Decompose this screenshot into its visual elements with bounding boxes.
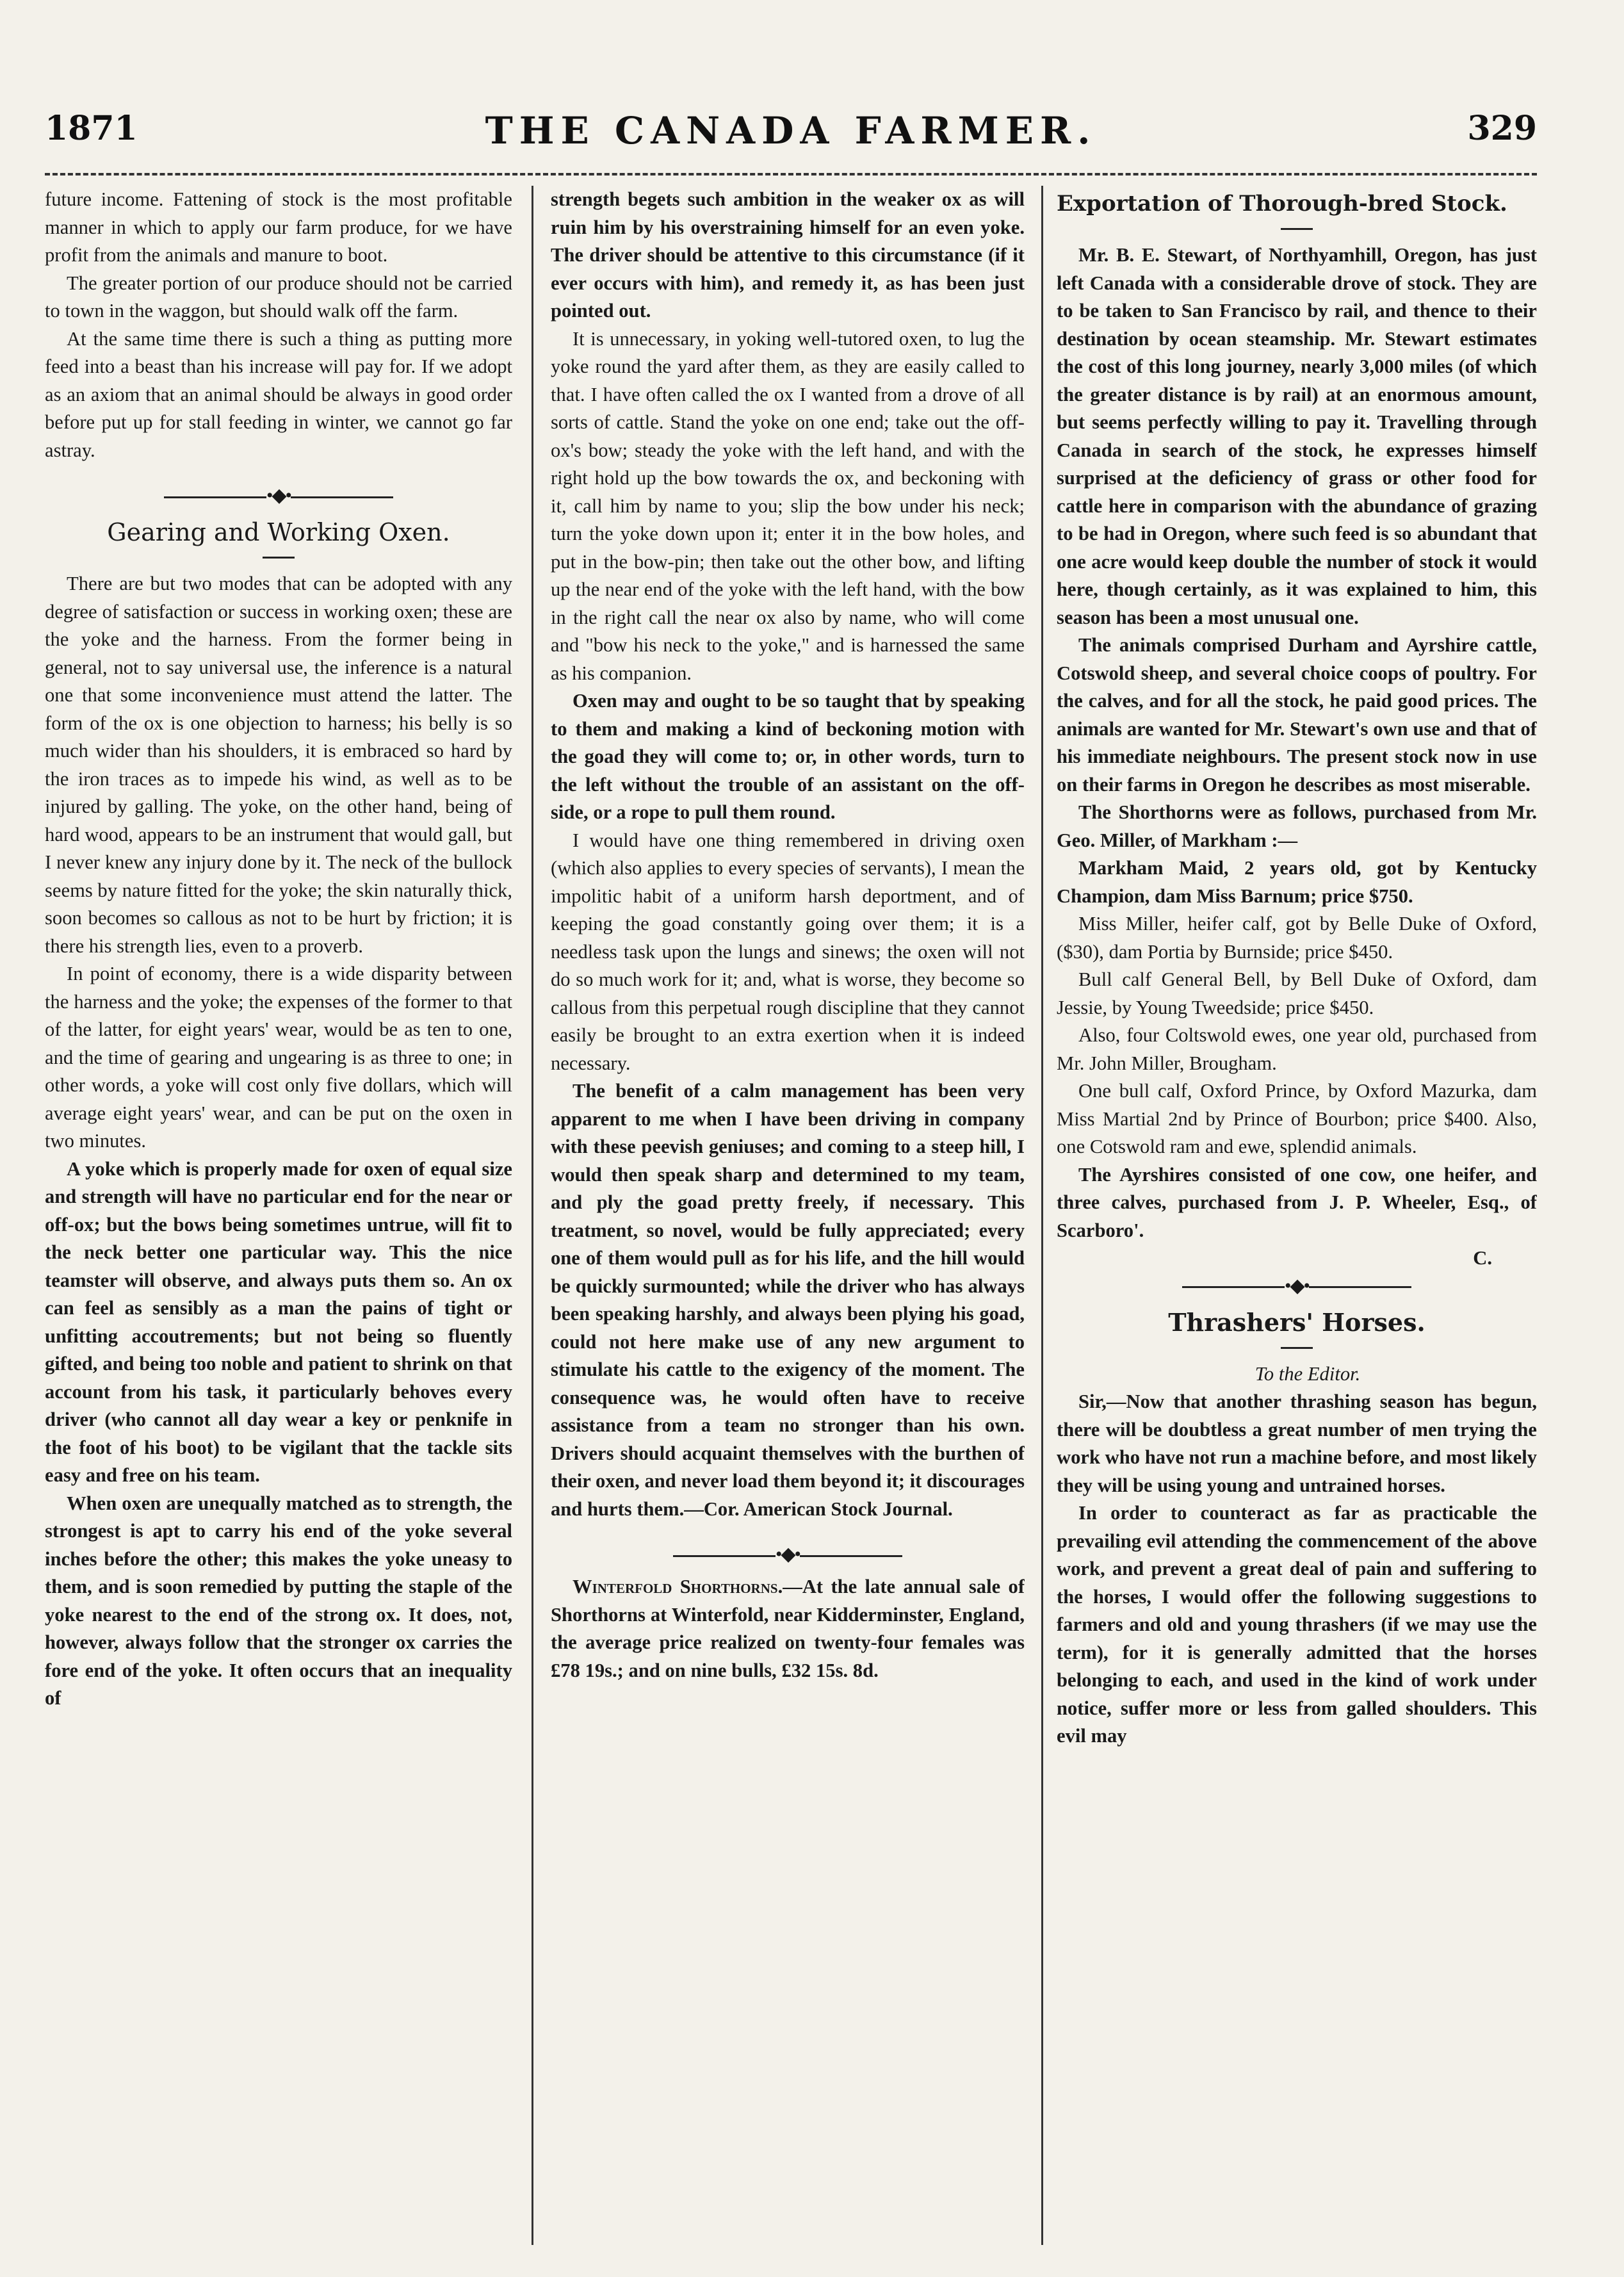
paragraph: In point of economy, there is a wide disparity between the harness and the yoke; the expenses of the former to that of the latter, for eight years' wear, would be as ten to one, and the time of gearing and ungearing is as three to one; in other words, a yoke will cost only five dollars, which will average eight years' wear, and can be put on the oxen in two minutes. <box>45 963 512 1152</box>
column-1 <box>45 186 512 2248</box>
paragraph: future income. Fattening of stock is the most profitable manner in which to apply our farm produce, for we have profit from the animals and manure to boot. <box>45 188 512 266</box>
header-year: 1871 <box>45 109 138 148</box>
article-heading: Gearing and Working Oxen. <box>107 518 450 546</box>
article-heading: Thrashers' Horses. <box>1168 1307 1425 1337</box>
heading-rule <box>1281 228 1313 230</box>
heading-rule <box>263 557 295 559</box>
paragraph: There are but two modes that can be adopted with any degree of satisfaction or success in working oxen; these are the yoke and the harness. From the former being in general, not to say universal use, the inference is a natural one that some inconvenience must attend the latter. The form of the ox is one objection to harness; his belly is so much wider than his shoulders, it is embraced so hard by the iron traces as to impede his wind, as well as to be injured by galling. The yoke, on the other hand, being of hard wood, appears to be an instrument that would gall, but I never knew any injury done by it. The neck of the bullock seems by nature fitted for the yoke; the skin naturally thick, soon becomes so callous as not to be hurt by friction; it is there his strength lies, even to a proverb. <box>45 573 512 957</box>
paragraph: Bull calf General Bell, by Bell Duke of Oxford, dam Jessie, by Young Tweedside; price $450. <box>1057 968 1537 1018</box>
paragraph: At the same time there is such a thing as putting more feed into a beast than his increase will pay for. If we adopt as an axiom that an animal should be always in good order before put up for stall feeding in winter, we cannot go far astray. <box>45 327 512 461</box>
salutation: To the Editor. <box>1255 1362 1361 1385</box>
paragraph: Oxen may and ought to be so taught that by speaking to them and making a kind of beckoning motion with the goad they will come to; or, in other words, turn to the left without the trouble of an assistant on the off-side, or a rope to pull them round. <box>551 690 1025 823</box>
paragraph: The Ayrshires consisted of one cow, one heifer, and three calves, purchased from J. P. Wheeler, Esq., of Scarboro'. <box>1057 1163 1537 1241</box>
lead-in: Winterfold Shorthorns. <box>572 1576 783 1597</box>
column-divider <box>1041 186 1043 2245</box>
paragraph: Also, four Coltswold ewes, one year old, purchased from Mr. John Miller, Brougham. <box>1057 1024 1537 1074</box>
paragraph: I would have one thing remembered in driving oxen (which also applies to every species of servants), I mean the impolitic habit of a uniform harsh deportment, and of keeping the goad constantly going over them; it is a needless task upon the lungs and sinews; the oxen will not do so much work for it; and, what is worse, they become so callous from this perpetual rough discipline that they cannot easily be brought to an extra exertion when it is indeed necessary. <box>551 829 1025 1074</box>
column-3 <box>1057 186 1537 2248</box>
paragraph: The greater portion of our produce should not be carried to town in the waggon, but should walk off the farm. <box>45 272 512 322</box>
paragraph: In order to counteract as far as practicable the prevailing evil attending the commencement of the above work, and prevent a great deal of pain and suffering to the horses, I would offer the following suggestions to farmers and old and young thrashers (if we may use the term), for it is generally admitted that the horses belonging to each, and used in the kind of work under notice, suffer more or less from galled shoulders. This evil may <box>1057 1502 1537 1747</box>
section-ornament: •◆• <box>1057 1277 1537 1296</box>
paragraph: The Shorthorns were as follows, purchased from Mr. Geo. Miller, of Markham :— <box>1057 801 1537 851</box>
column-2 <box>551 186 1025 2248</box>
paragraph: Winterfold Shorthorns.—At the late annual sale of Shorthorns at Winterfold, near Kidderminster, England, the average price realized on twenty-four females was £78 19s.; and on nine bulls, £32 15s. 8d. <box>551 1576 1025 1681</box>
article-heading: Exportation of Thorough-bred Stock. <box>1057 191 1507 216</box>
paragraph: Sir,—Now that another thrashing season has begun, there will be doubtless a great number of men trying the work who have not run a machine before, and most likely they will be using young and untrained horses. <box>1057 1391 1537 1496</box>
header-title: THE CANADA FARMER. <box>485 109 1097 152</box>
header-page-number: 329 <box>1467 109 1537 148</box>
paragraph: strength begets such ambition in the weaker ox as will ruin him by his overstraining himself for an even yoke. The driver should be attentive to this circumstance (if it ever occurs with him), and remedy it, as has been just pointed out. <box>551 188 1025 322</box>
paragraph: A yoke which is properly made for oxen of equal size and strength will have no particular end for the near or off-ox; but the bows being sometimes untrue, will fit to the neck better one particular way. This the nice teamster will observe, and always puts them so. An ox can feel as sensibly as a man the pains of tight or unfitting accoutrements; but not being so fluently gifted, and being too noble and patient to shrink on that account from his task, it particularly behoves every driver (who cannot all day wear a key or penknife in the foot of his boot) to be vigilant that the tackle sits easy and free on his team. <box>45 1157 512 1486</box>
paragraph: Markham Maid, 2 years old, got by Kentucky Champion, dam Miss Barnum; price $750. <box>1057 857 1537 907</box>
page-header <box>45 96 1537 167</box>
section-ornament: •◆• <box>45 486 512 505</box>
paragraph: Mr. B. E. Stewart, of Northyamhill, Oregon, has just left Canada with a considerable drove of stock. They are to be taken to San Francisco by rail, and thence to their destination by ocean steamship. Mr. Stewart estimates the cost of this long journey, nearly 3,000 miles (of which the greater distance is by rail) at an enormous amount, but seems perfectly willing to pay it. Travelling through Canada in search of the stock, he expresses himself surprised at the deficiency of grass or other food for cattle here in comparison with the abundance of grazing to be had in Oregon, where such feed is so abundant that one acre would keep double the number of stock it would here, though certainly, as it was explained to him, this season has been a most unusual one. <box>1057 244 1537 628</box>
header-rule <box>45 173 1537 175</box>
column-divider <box>532 186 533 2245</box>
paragraph: It is unnecessary, in yoking well-tutored oxen, to lug the yoke round the yard after them, as they are easily called to that. I have often called the ox I wanted from a drove of all sorts of cattle. Stand the yoke on one end; take out the off-ox's bow; steady the yoke with the left hand, and with the right hold up the bow towards the ox, and beckoning with it, call him by name to you; slip the bow under his neck; turn the yoke down upon it; enter it in the bow holes, and put in the bow-pin; then take out the other bow, and lifting up the near end of the yoke with the left hand, with the bow in the right call the near ox also by name, who will come and "bow his neck to the yoke," and is harnessed the same as his companion. <box>551 327 1025 684</box>
paragraph: Miss Miller, heifer calf, got by Belle Duke of Oxford, ($30), dam Portia by Burnside; price $450. <box>1057 913 1537 963</box>
paragraph: When oxen are unequally matched as to strength, the strongest is apt to carry his end of the yoke several inches before the other; this makes the yoke uneasy to them, and is soon remedied by putting the staple of the yoke nearest to the end of the strong ox. It does, not, however, always follow that the stronger ox carries the fore end of the yoke. It often occurs that an inequality of <box>45 1492 512 1709</box>
signature: C. <box>1473 1247 1492 1269</box>
paragraph: One bull calf, Oxford Prince, by Oxford Mazurka, dam Miss Martial 2nd by Prince of Bourbon; price $400. Also, one Cotswold ram and ewe, splendid animals. <box>1057 1080 1537 1157</box>
section-ornament: •◆• <box>551 1545 1025 1564</box>
newspaper-page <box>45 96 1537 2248</box>
paragraph: The animals comprised Durham and Ayrshire cattle, Cotswold sheep, and several choice coops of poultry. For the calves, and for all the stock, he paid good prices. The animals are wanted for Mr. Stewart's own use and that of his immediate neighbours. The present stock now in use on their farms in Oregon he describes as most miserable. <box>1057 634 1537 796</box>
paragraph: The benefit of a calm management has been very apparent to me when I have been driving in company with these peevish geniuses; and coming to a steep hill, I would then speak sharp and determined to my team, and ply the goad pretty freely, if necessary. This treatment, so novel, would be fully appreciated; every one of them would pull as for his life, and the hill would be quickly surmounted; while the driver who has always been speaking harshly, and always been plying his goad, could not here make use of any new argument to stimulate his cattle to the exigency of the moment. The consequence was, he would often have to receive assistance from a team no stronger than his own. Drivers should acquaint themselves with the burthen of their oxen, and never load them beyond it; it discourages and hurts them.—Cor. American Stock Journal. <box>551 1080 1025 1520</box>
heading-rule <box>1281 1347 1313 1349</box>
